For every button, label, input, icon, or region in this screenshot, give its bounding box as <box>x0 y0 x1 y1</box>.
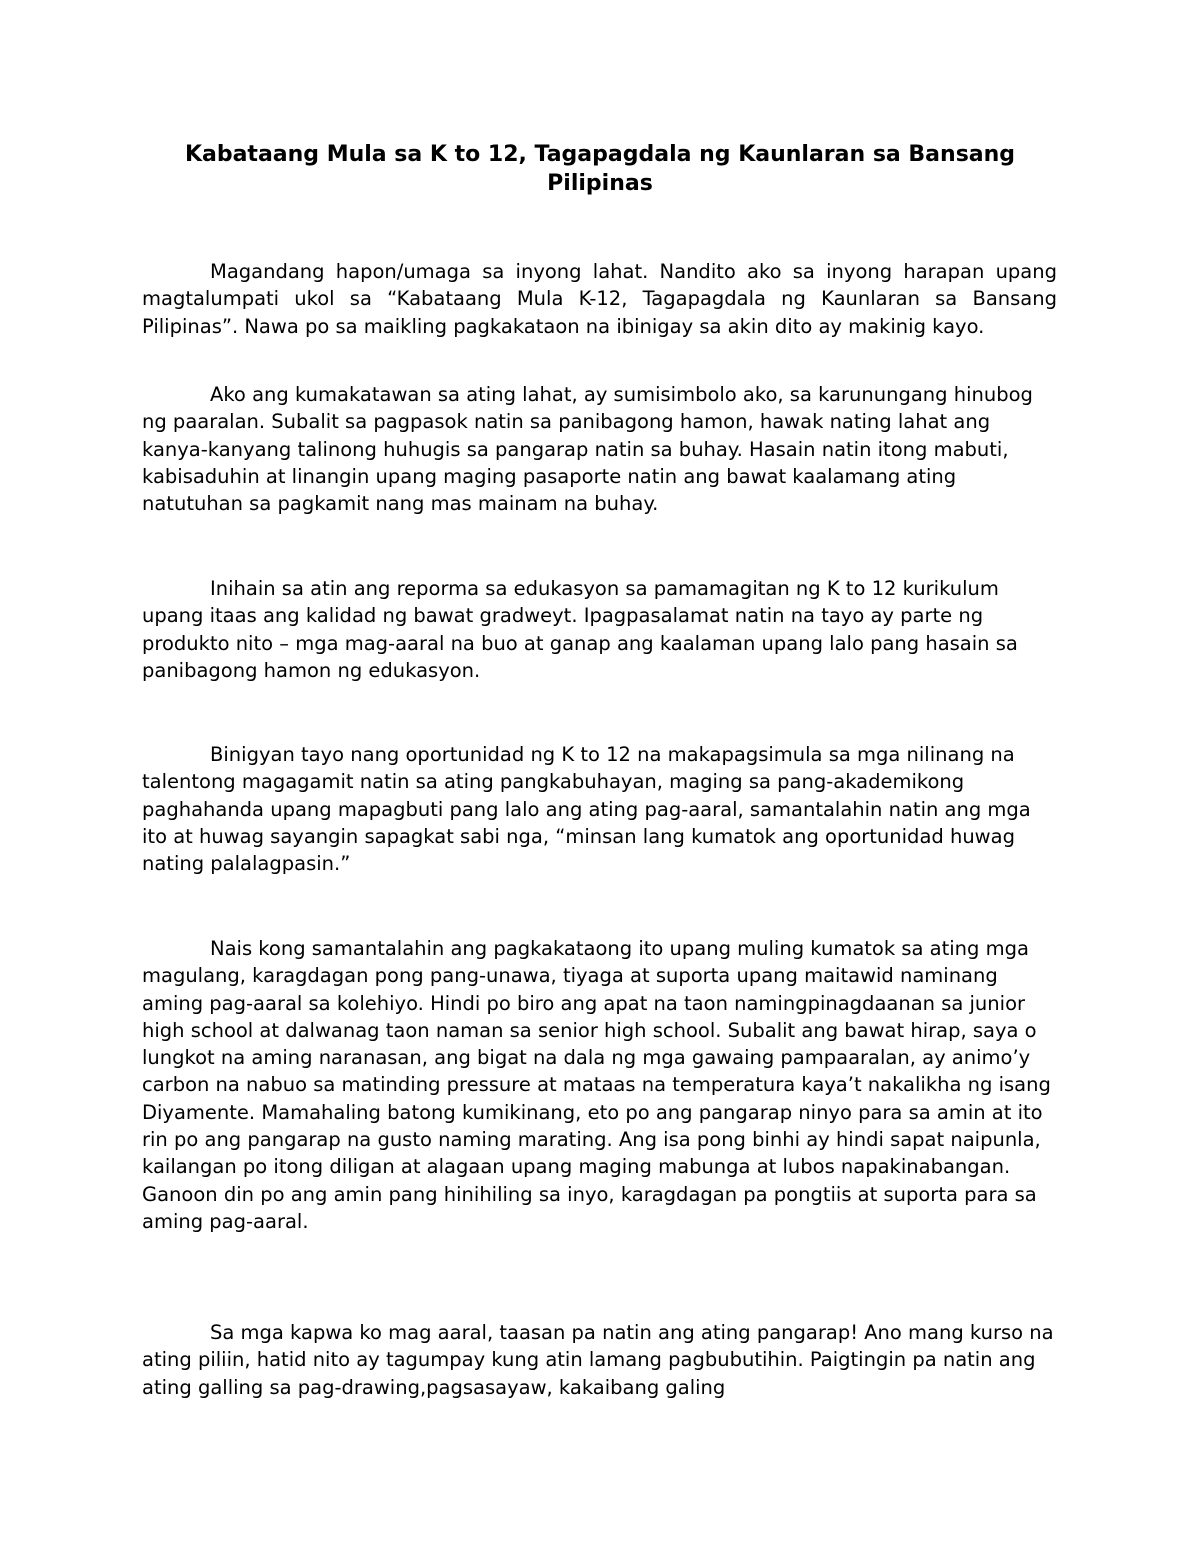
paragraph-representation: Ako ang kumakatawan sa ating lahat, ay sumisimbolo ako, sa karunungang hinubog ng paaralan. Subalit sa pagpasok natin sa panibagong hamon, hawak nating lahat ang kanya-kanyang talinong huhugis sa pangarap natin sa buhay. Hasain natin itong mabuti, kabisaduhin at linangin upang maging pasaporte natin ang bawat kaalamang ating natutuhan sa pagkamit nang mas mainam na buhay. <box>142 383 1033 516</box>
paragraph-fellow-students: Sa mga kapwa ko mag aaral, taasan pa natin ang ating pangarap! Ano mang kurso na ating piliin, hatid nito ay tagumpay kung atin lamang pagbubutihin. Paigtingin pa natin ang ating galling sa pag-drawing,pagsasayaw, kakaibang galing <box>142 1321 1054 1399</box>
paragraph-parents: Nais kong samantalahin ang pagkakataong ito upang muling kumatok sa ating mga magulang, karagdagan pong pang-unawa, tiyaga at suporta upang maitawid naminang aming pag-aaral sa kolehiyo. Hindi po biro ang apat na taon namingpinagdaanan sa junior high school at dalwanag taon naman sa senior high school. Subalit ang bawat hirap, saya o lungkot na aming naranasan, ang bigat na dala ng mga gawaing pampaaralan, ay animo’y carbon na nabuo sa matinding pressure at mataas na temperatura kaya’t nakalikha ng isang Diyamente. Mamahaling batong kumikinang, eto po ang pangarap ninyo para sa amin at ito rin po ang pangarap na gusto naming marating. Ang isa pong binhi ay hindi sapat naipunla, kailangan po itong diligan at alagaan upang maging mabunga at lubos napakinabangan. Ganoon din po ang amin pang hinihiling sa inyo, karagdagan pa pongtiis at suporta para sa aming pag-aaral. <box>142 937 1051 1233</box>
document-title: Kabataang Mula sa K to 12, Tagapagdala ng Kaunlaran sa Bansang Pilipinas <box>184 142 1016 196</box>
paragraph-education-reform: Inihain sa atin ang reporma sa edukasyon sa pamamagitan ng K to 12 kurikulum upang itaas ang kalidad ng bawat gradweyt. Ipagpasalamat natin na tayo ay parte ng produkto nito – mga mag-aaral na buo at ganap ang kaalaman upang lalo pang hasain sa panibagong hamon ng edukasyon. <box>142 577 1018 682</box>
paragraph-opportunity: Binigyan tayo nang oportunidad ng K to 12 na makapagsimula sa mga nilinang na talentong magagamit natin sa ating pangkabuhayan, maging sa pang-akademikong paghahanda upang mapagbuti pang lalo ang ating pag-aaral, samantalahin natin ang mga ito at huwag sayangin sapagkat sabi nga, “minsan lang kumatok ang oportunidad huwag nating palalagpasin.” <box>142 743 1031 876</box>
paragraph-greeting: Magandang hapon/umaga sa inyong lahat. Nandito ako sa inyong harapan upang magtalumpati ukol sa “Kabataang Mula K-12, Tagapagdala ng Kaunlaran sa Bansang Pilipinas”. Nawa po sa maikling pagkakataon na ibinigay sa akin dito ay makinig kayo. <box>142 260 1057 338</box>
